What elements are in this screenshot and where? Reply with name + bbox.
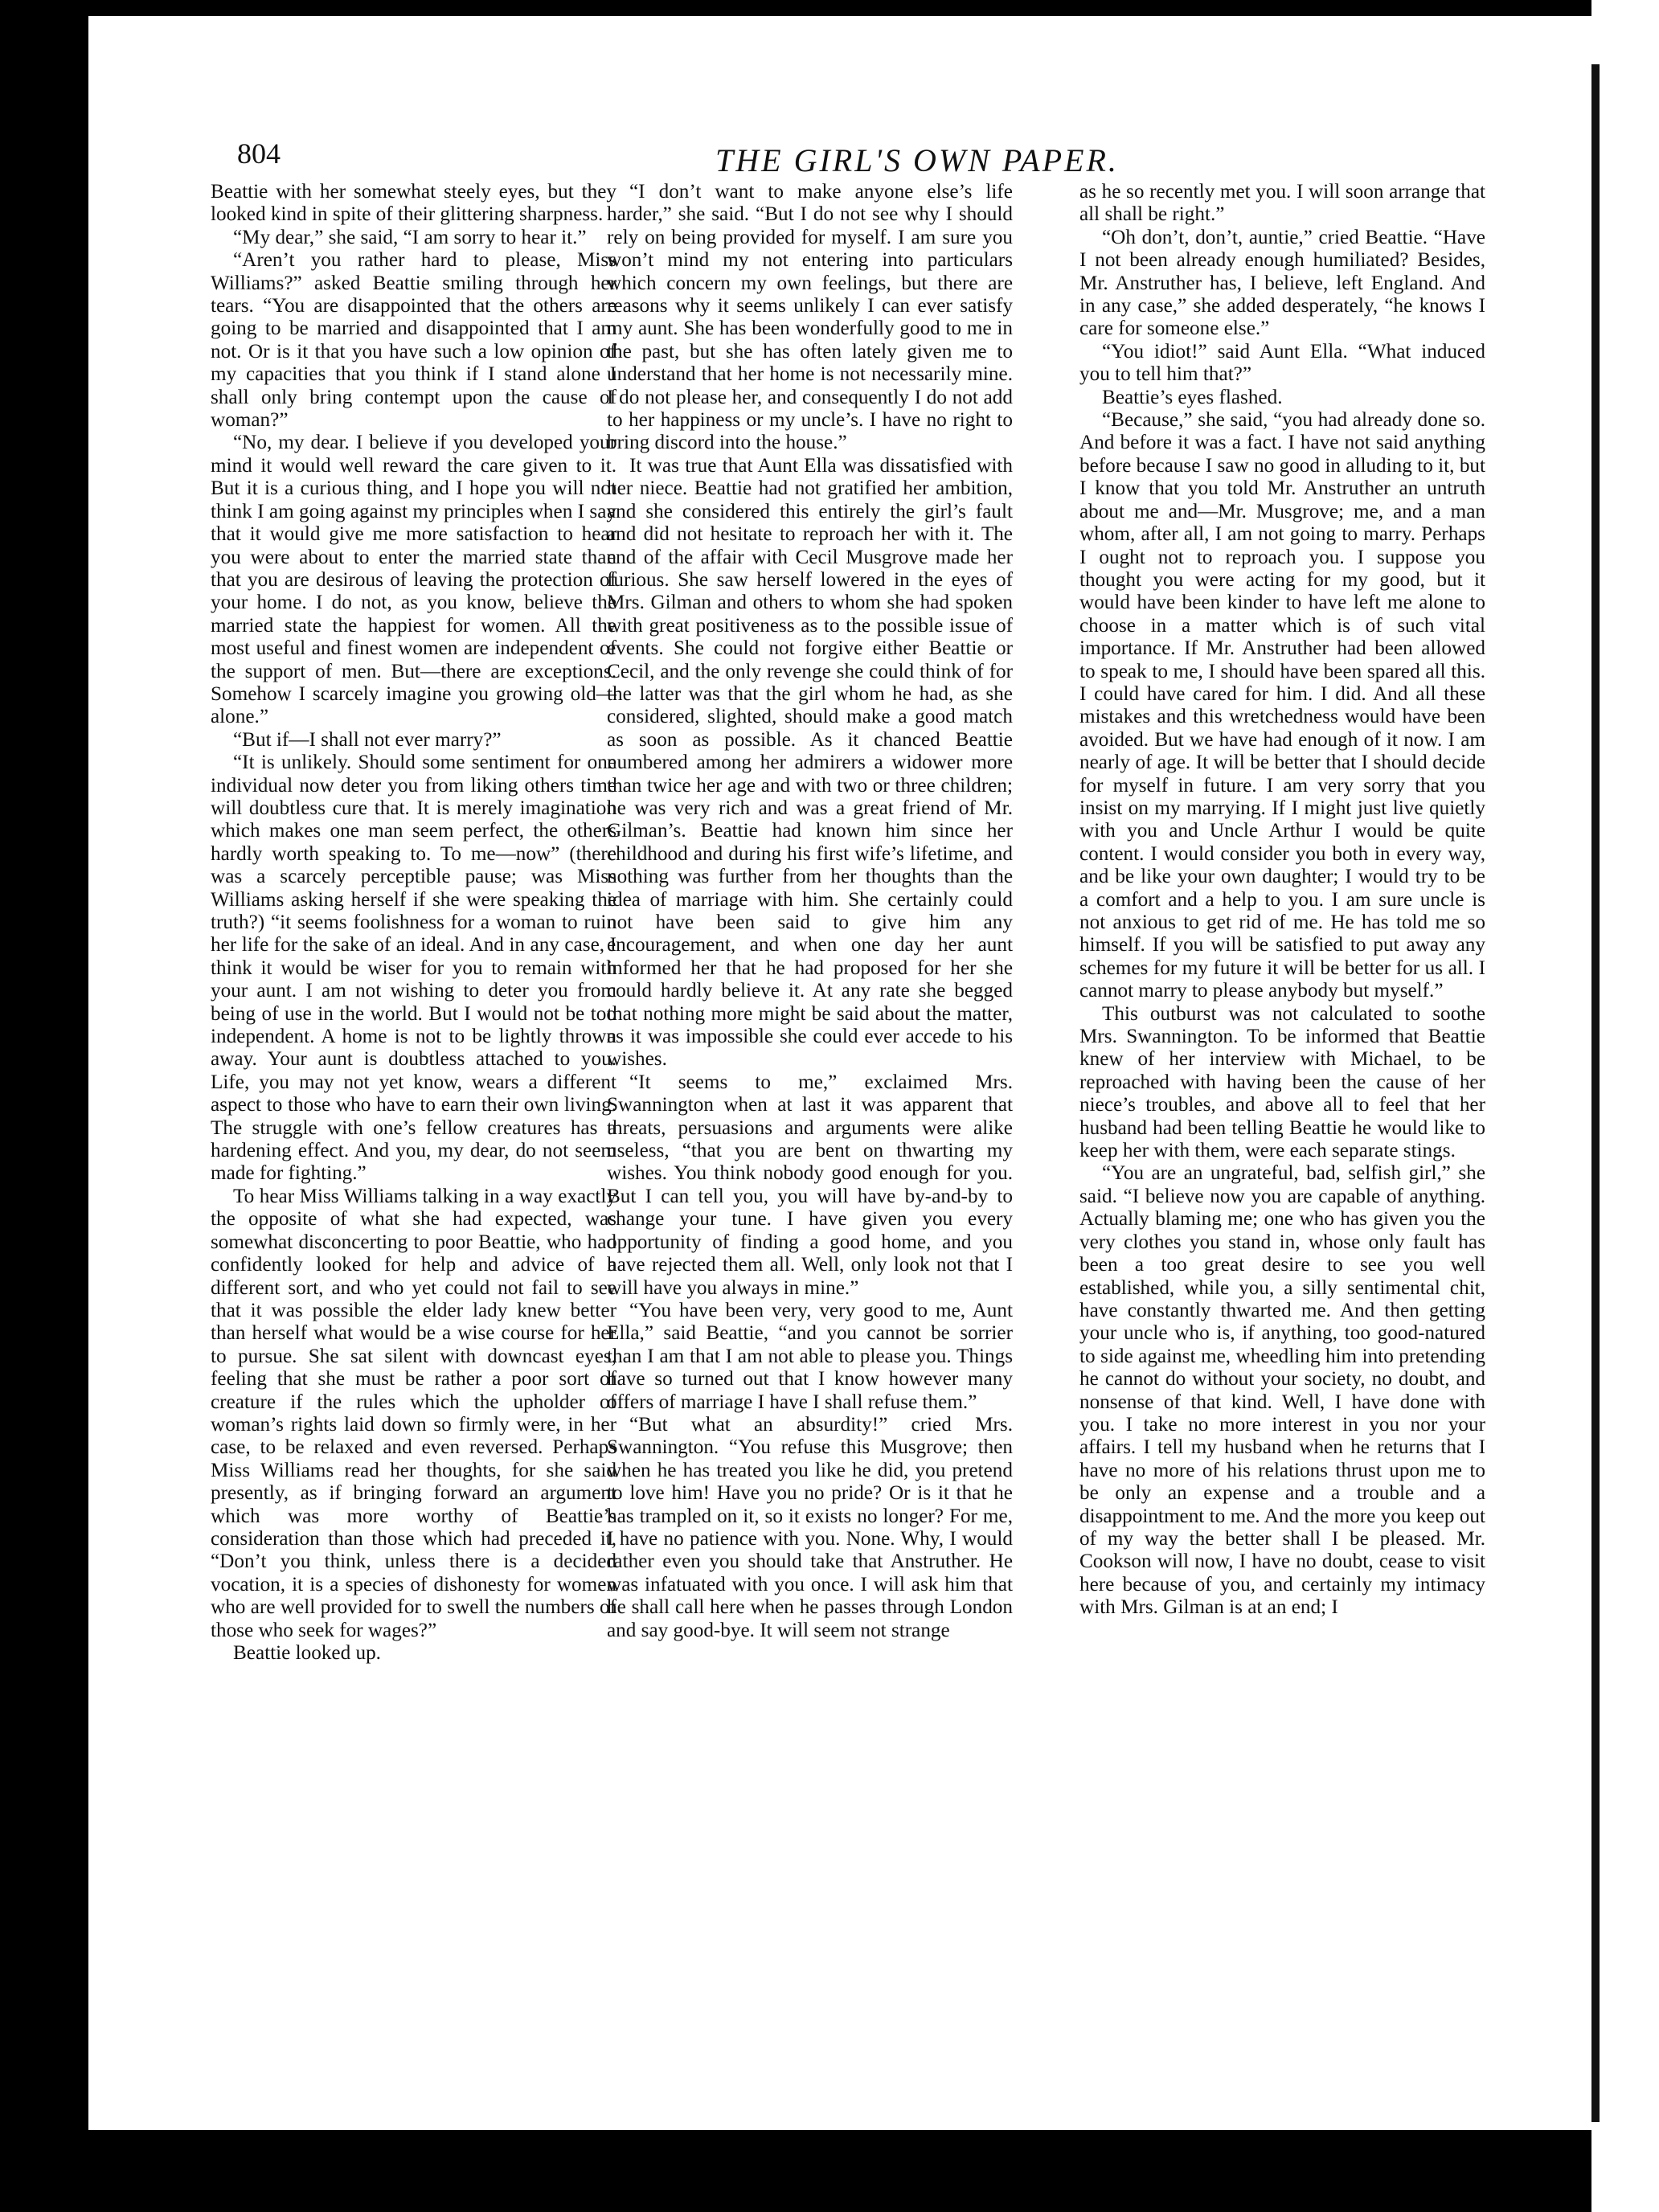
paragraph: It was true that Aunt Ella was dissatisfied with her niece. Beattie had not gratified her ambition, and she considered this entirely the girl’s fault and did not hesitate to reproach her with it. The end of the affair with Cecil Musgrove made her furious. She saw herself lowered in the eyes of Mrs. Gilman and others to whom she had spoken with great positiveness as to the possible issue of events. She could not forgive either Beattie or Cecil, and the only revenge she could think of for the latter was that the girl whom he had, as she considered, slighted, should make a good match as soon as possible. As it chanced Beattie numbered among her admirers a widower more than twice her age and with two or three children; he was very rich and was a great friend of Mr. Gilman’s. Beattie had known him since her childhood and during his first wife’s lifetime, and nothing was further from her thoughts than the idea of marriage with him. She certainly could not have been said to give him any encouragement, and when one day her aunt informed her that he had proposed for her she could hardly believe it. At any rate she begged that nothing more might be said about the matter, as it was impossible she could ever accede to his wishes. [607,454,1013,1071]
paragraph: “No, my dear. I believe if you developed your mind it would well reward the care given to it. But it is a curious thing, and I hope you will not think I am going against my principles when I say that it would give me more satisfaction to hear you were about to enter the married state than that you are desirous of leaving the protection of your home. I do not, as you know, believe the married state the happiest for women. All the most useful and finest women are independent of the support of men. But—there are exceptions. Somehow I scarcely imagine you growing old—alone.” [211,432,616,728]
paragraph: “It seems to me,” exclaimed Mrs. Swannington when at last it was apparent that threats, persuasions and arguments were alike useless, “that you are bent on thwarting my wishes. You think nobody good enough for you. But I can tell you, you will have by-and-by to change your tune. I have given you every opportunity of finding a good home, and you have rejected them all. Well, only look not that I will have you always in mine.” [607,1071,1013,1299]
binding-shadow [1591,64,1600,2122]
paragraph: “Oh don’t, don’t, auntie,” cried Beattie. “Have I not been already enough humiliated? Besides, Mr. Anstruther has, I believe, left England. And in any case,” she added desperately, “he knows I care for someone else.” [1079,226,1485,340]
paragraph: “You have been very, very good to me, Aunt Ella,” said Beattie, “and you cannot be sorrier than I am that I am not able to please you. Things have so turned out that I know however many offers of marriage I have I shall refuse them.” [607,1299,1013,1413]
paragraph: “Because,” she said, “you had already done so. And before it was a fact. I have not said anything before because I saw no good in alluding to it, but I know that you told Mr. Anstruther an untruth about me and—Mr. Musgrove; me, and a man whom, after all, I am not going to marry. Perhaps I ought not to reproach you. I suppose you thought you were acting for my good, but it would have been kinder to have left me alone to choose in a matter which is of such vital importance. If Mr. Anstruther had been allowed to speak to me, I should have been spared all this. I could have cared for him. I did. And all these mistakes and this wretchedness would have been avoided. But we have had enough of it now. I am nearly of age. It will be better that I should decide for myself in future. I am very sorry that you insist on my marrying. If I might just live quietly with you and Uncle Arthur I would be quite content. I would consider you both in every way, and be like your own daughter; I would try to be a comfort and a help to you. I am sure uncle is not anxious to get rid of me. He has told me so himself. If you will be satisfied to put away any schemes for my future it will be better for us all. I cannot marry to please anybody but myself.” [1079,409,1485,1002]
facing-page-edge [1591,0,1659,2212]
paragraph: Beattie looked up. [233,1642,381,1664]
paragraph: “I don’t want to make anyone else’s life harder,” she said. “But I do not see why I should rely on being provided for myself. I am sure you won’t mind my not entering into particulars which concern my own feelings, but there are reasons why it seems unlikely I can ever satisfy my aunt. She has been wonderfully good to me in the past, but she has often lately given me to understand that her home is not necessarily mine. I do not please her, and consequently I do not add to her happiness or my uncle’s. I have no right to bring discord into the house.” [607,181,1013,454]
paragraph: “But if—I shall not ever marry?” [233,728,502,751]
paragraph: “But what an absurdity!” cried Mrs. Swannington. “You refuse this Musgrove; then when he has treated you like he did, you pretend to love him! Have you no pride? Or is it that he has trampled on it, so it exists no longer? For me, I have no patience with you. None. Why, I would rather even you should take that Anstruther. He was infatuated with you once. I will ask him that he shall call here when he passes through London and say good-bye. It will seem not strange [607,1413,1013,1641]
text-column-1 [211,181,616,1665]
text-column-2 [607,181,1013,1642]
paragraph: “It is unlikely. Should some sentiment for one individual now deter you from liking others time will doubtless cure that. It is merely imagination which makes one man seem perfect, the others hardly worth speaking to. To me—now” (there was a scarcely perceptible pause; was Miss Williams asking herself if she were speaking the truth?) “it seems foolishness for a woman to ruin her life for the sake of an ideal. And in any case, I think it would be wiser for you to remain with your aunt. I am not wishing to deter you from being of use in the world. But I would not be too independent. A home is not to be lightly thrown away. Your aunt is doubtless attached to you. Life, you may not yet know, wears a different aspect to those who have to earn their own living. The struggle with one’s fellow creatures has a hardening effect. And you, my dear, do not seem made for fighting.” [211,752,616,1185]
paragraph: “You are an ungrateful, bad, selfish girl,” she said. “I believe now you are capable of anything. Actually blaming me; one who has given you the very clothes you stand in, whose only fault has been a too great desire to see you well established, while you, a silly sentimental chit, have constantly thwarted me. And then getting your uncle who is, if anything, too good-natured to side against me, wheedling him into pretending he cannot do without your society, no doubt, and nonsense of that kind. Well, I have done with you. I take no more interest in you nor your affairs. I tell my husband when he returns that I have no more of his relations thrust upon me to be only an expense and a trouble and a disappointment to me. And the more you keep out of my way the better shall I be pleased. Mr. Cookson will now, I have no doubt, cease to visit here because of you, and certainly my intimacy with Mrs. Gilman is at an end; I [1079,1162,1485,1619]
paragraph: To hear Miss Williams talking in a way exactly the opposite of what she had expected, was somewhat disconcerting to poor Beattie, who had confidently looked for help and advice of a different sort, and who yet could not fail to see that it was possible the elder lady knew better than herself what would be a wise course for her to pursue. She sat silent with downcast eyes, feeling that she must be rather a poor sort of creature if the rules which the upholder of woman’s rights laid down so firmly were, in her case, to be relaxed and even reversed. Perhaps Miss Williams read her thoughts, for she said presently, as if bringing forward an argument which was more worthy of Beattie’s consideration than those which had preceded it, “Don’t you think, unless there is a decided vocation, it is a species of dishonesty for women who are well provided for to swell the numbers of those who seek for wages?” [211,1185,616,1641]
paragraph: Beattie’s eyes flashed. [1102,386,1283,408]
running-title: THE GIRL'S OWN PAPER. [715,142,1119,178]
paragraph: Beattie with her somewhat steely eyes, but they looked kind in spite of their glittering sharpness. [211,181,616,226]
page-number: 804 [237,137,281,170]
paragraph: “My dear,” she said, “I am sorry to hear it.” [233,226,587,248]
paragraph: “You idiot!” said Aunt Ella. “What induced you to tell him that?” [1079,340,1485,386]
paragraph: This outburst was not calculated to soothe Mrs. Swannington. To be informed that Beattie knew of her interview with Michael, to be reproached with having been the cause of her niece’s troubles, and above all to feel that her husband had been telling Beattie he would like to keep her with them, were each separate stings. [1079,1002,1485,1162]
text-column-3 [1079,181,1485,1620]
paragraph: as he so recently met you. I will soon arrange that all shall be right.” [1079,181,1485,226]
paragraph: “Aren’t you rather hard to please, Miss Williams?” asked Beattie smiling through her tears. “You are disappointed that the others are going to be married and disappointed that I am not. Or is it that you have such a low opinion of my capacities that you think if I stand alone I shall only bring contempt upon the cause of woman?” [211,249,616,432]
